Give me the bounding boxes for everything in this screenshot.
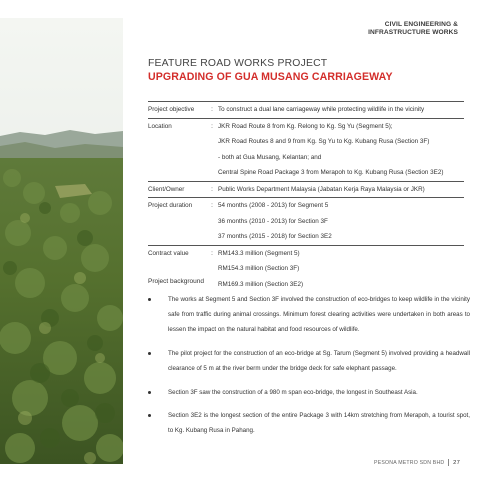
detail-value: Central Spine Road Package 3 from Merapoh to Kg. Kubang Rusa (Section 3E2): [218, 169, 444, 176]
bullet-text: The pilot project for the construction of an eco-bridge at Sg. Tarum (Segment 5) involved providing a headwall clearance of 5 m at the river berm under the bridge deck for safe elephant passage.: [168, 350, 470, 372]
project-title: UPGRADING OF GUA MUSANG CARRIAGEWAY: [148, 71, 393, 83]
detail-row-contract-value: [148, 246, 464, 293]
section-tag-line2: INFRASTRUCTURE WORKS: [368, 29, 458, 37]
detail-value: JKR Road Route 8 from Kg. Relong to Kg. Sg Yu (Segment 5);: [218, 122, 393, 130]
background-bullet: [148, 408, 470, 438]
detail-value: 54 months (2008 - 2013) for Segment 5: [218, 202, 329, 209]
background-bullet: [148, 292, 470, 337]
project-details-table: [148, 101, 464, 292]
colon: :: [211, 106, 213, 113]
detail-value: JKR Road Routes 8 and 9 from Kg. Sg Yu to Kg. Kubang Rusa (Section 3F): [218, 138, 430, 145]
bullet-text: The works at Segment 5 and Section 3F involved the construction of eco-bridges to keep wildlife in the vicinity safe from traffic during animal crossings. Minimum forest clearing activities were undertaken in both areas to lessen the impact on the natural habitat and food resources of wildlife.: [168, 296, 470, 333]
detail-row-location: [148, 119, 464, 181]
detail-value: Public Works Department Malaysia (Jabatan Kerja Raya Malaysia or JKR): [218, 185, 425, 193]
detail-value: To construct a dual lane carriageway while protecting wildlife in the vicinity: [218, 106, 425, 113]
detail-row-client: [148, 182, 464, 198]
footer-divider: [448, 459, 449, 466]
detail-value: RM169.3 million (Section 3E2): [218, 280, 304, 288]
detail-value: RM154.3 million (Section 3F): [218, 265, 300, 272]
detail-row-objective: [148, 102, 464, 118]
detail-value: 37 months (2015 - 2018) for Section 3E2: [218, 233, 332, 240]
page-number: 27: [453, 459, 460, 466]
bullet-dot: [148, 391, 151, 394]
detail-key: Project duration: [148, 202, 193, 209]
detail-key: Project objective: [148, 106, 195, 113]
detail-value: RM143.3 million (Segment 5): [218, 249, 300, 257]
colon: :: [211, 249, 213, 257]
detail-row-duration: [148, 198, 464, 245]
detail-key: Location: [148, 122, 172, 130]
bullet-text: Section 3E2 is the longest section of the entire Package 3 with 14km stretching from Merapoh, a tourist spot, to Kg. Kubang Rusa in Pahang.: [168, 412, 470, 434]
forest-landscape-photo: [0, 18, 123, 464]
background-bullet: [148, 385, 470, 400]
section-tag: [368, 21, 458, 37]
colon: :: [211, 122, 213, 130]
detail-key: Client/Owner: [148, 185, 185, 193]
detail-value: - both at Gua Musang, Kelantan; and: [218, 153, 322, 161]
bullet-dot: [148, 352, 151, 355]
footer-brand: PESONA METRO SDN BHD: [374, 459, 445, 466]
section-tag-line1: CIVIL ENGINEERING &: [384, 21, 458, 28]
detail-key: Contract value: [148, 249, 189, 257]
background-heading: Project background: [148, 278, 205, 285]
bullet-dot: [148, 414, 151, 417]
background-bullet: [148, 346, 470, 376]
feature-title: FEATURE ROAD WORKS PROJECT: [148, 58, 328, 69]
colon: :: [211, 202, 213, 209]
colon: :: [211, 185, 213, 193]
detail-value: 36 months (2010 - 2013) for Section 3F: [218, 217, 328, 225]
page-footer: [374, 459, 460, 466]
bullet-dot: [148, 298, 151, 301]
bullet-text: Section 3F saw the construction of a 980 m span eco-bridge, the longest in Southeast Asia.: [168, 389, 418, 396]
